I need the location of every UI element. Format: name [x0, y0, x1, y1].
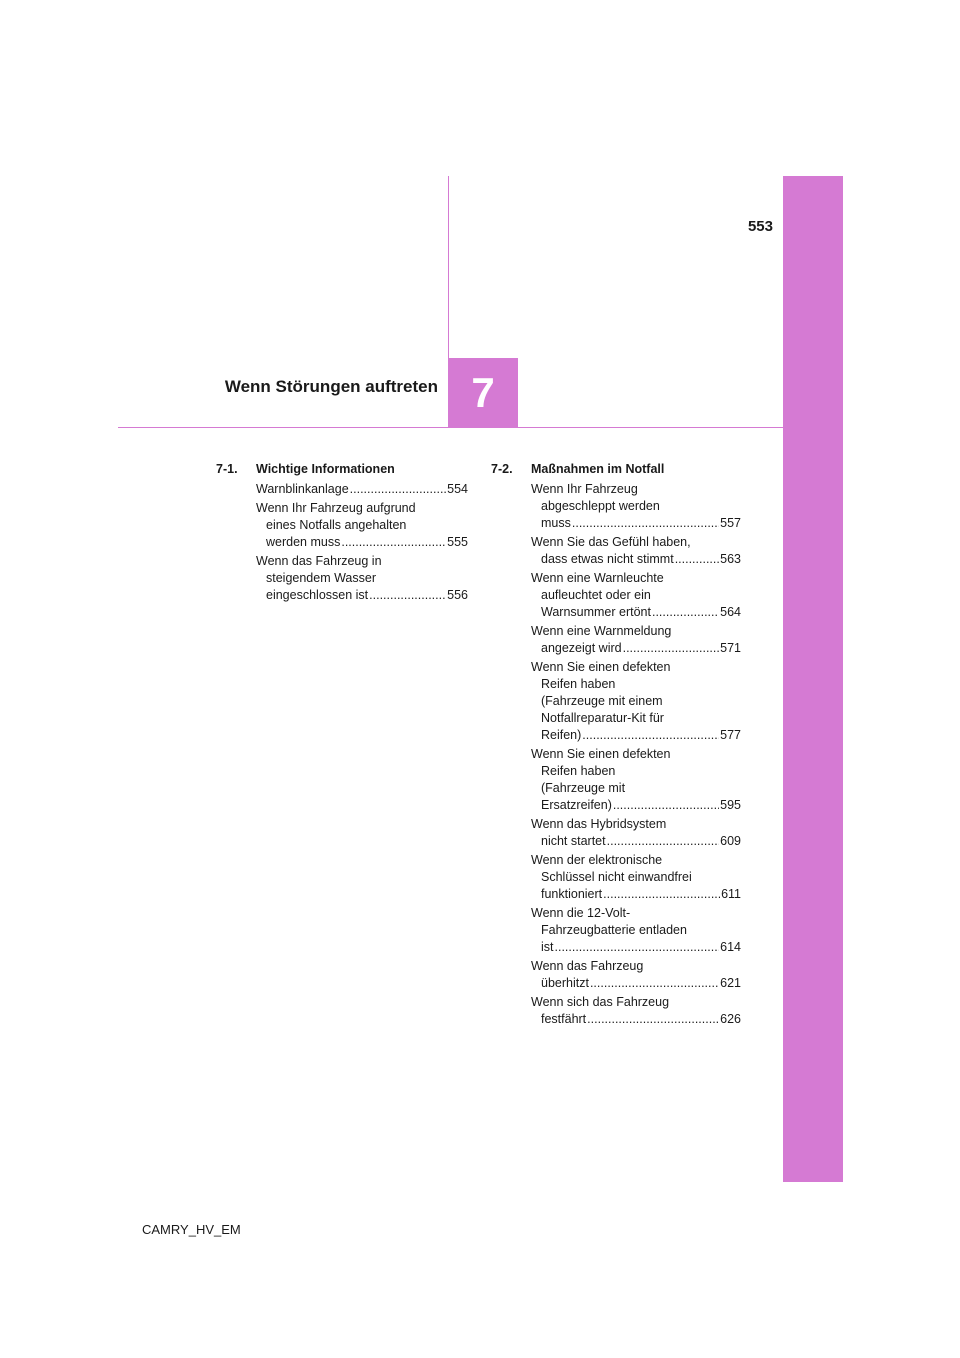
toc-entry-line	[256, 534, 468, 551]
toc-entry-line	[256, 553, 468, 570]
toc-entry-line	[531, 498, 741, 515]
toc-entry-text: Wenn das Fahrzeug in	[256, 554, 382, 568]
toc-entry-line	[531, 640, 741, 657]
section-number: 7-2.	[491, 462, 513, 476]
page-number: 553	[747, 218, 773, 235]
toc-entry-line	[531, 816, 741, 833]
dot-leader	[587, 1011, 719, 1028]
toc-section-7-1	[216, 461, 468, 606]
dot-leader	[607, 833, 720, 850]
toc-entry-text: Wenn Ihr Fahrzeug	[531, 482, 638, 496]
toc-page-number: 609	[720, 834, 741, 848]
vertical-divider	[448, 176, 449, 358]
document-code: CAMRY_HV_EM	[142, 1222, 241, 1237]
toc-section-7-2	[491, 461, 741, 1030]
toc-entry-text: Notfallreparatur-Kit für	[541, 711, 664, 725]
dot-leader	[613, 797, 719, 814]
toc-entry-text: Wenn Sie einen defekten	[531, 660, 671, 674]
toc-entry-text: Schlüssel nicht einwandfrei	[541, 870, 692, 884]
toc-entry-link[interactable]	[491, 746, 741, 814]
toc-entry-link[interactable]	[491, 816, 741, 850]
toc-entry-text: (Fahrzeuge mit einem	[541, 694, 663, 708]
toc-entry-text: Wenn das Fahrzeug	[531, 959, 644, 973]
toc-entry-text: dass etwas nicht stimmt	[541, 552, 674, 566]
toc-entry-line	[531, 797, 741, 814]
toc-entry-link[interactable]	[216, 500, 468, 551]
toc-entry-line	[531, 659, 741, 676]
toc-entry-link[interactable]	[491, 481, 741, 532]
toc-entry-text: ist	[541, 940, 554, 954]
section-heading	[491, 461, 741, 478]
toc-entry-text: Warnblinkanlage	[256, 482, 349, 496]
toc-entry-line	[531, 994, 741, 1011]
toc-entry-line	[531, 604, 741, 621]
toc-page-number: 554	[447, 482, 468, 496]
toc-entry-link[interactable]	[491, 659, 741, 744]
toc-entry-text: Wenn Sie einen defekten	[531, 747, 671, 761]
toc-entry-link[interactable]	[491, 852, 741, 903]
toc-entry-line	[256, 517, 468, 534]
toc-entry-line	[531, 869, 741, 886]
toc-entry-link[interactable]	[491, 994, 741, 1028]
dot-leader	[369, 587, 446, 604]
toc-entry-line	[531, 905, 741, 922]
toc-page-number: 564	[720, 605, 741, 619]
toc-entry-text: eingeschlossen ist	[266, 588, 369, 602]
toc-entry-line	[531, 1011, 741, 1028]
section-heading	[216, 461, 468, 478]
toc-entry-text: muss	[541, 516, 571, 530]
dot-leader	[341, 534, 446, 551]
toc-entry-line	[531, 958, 741, 975]
toc-entry-line	[531, 763, 741, 780]
toc-entry-link[interactable]	[491, 905, 741, 956]
toc-entry-text: nicht startet	[541, 834, 606, 848]
toc-entry-line	[531, 833, 741, 850]
toc-entry-line	[531, 676, 741, 693]
toc-entry-line	[531, 886, 741, 903]
toc-entry-line	[531, 975, 741, 992]
toc-entry-text: Wenn das Hybridsystem	[531, 817, 667, 831]
toc-entry-text: Warnsummer ertönt	[541, 605, 651, 619]
toc-page-number: 595	[720, 798, 741, 812]
toc-entry-text: Reifen)	[541, 728, 582, 742]
toc-page-number: 571	[720, 641, 741, 655]
toc-page-number: 556	[447, 588, 468, 602]
toc-entry-link[interactable]	[491, 534, 741, 568]
toc-entry-text: Wenn Ihr Fahrzeug aufgrund	[256, 501, 416, 515]
toc-page-number: 614	[720, 940, 741, 954]
toc-entry-text: überhitzt	[541, 976, 589, 990]
toc-page-number: 557	[720, 516, 741, 530]
toc-page-number: 577	[720, 728, 741, 742]
toc-entry-text: abgeschleppt werden	[541, 499, 660, 513]
toc-entry-link[interactable]	[491, 623, 741, 657]
section-number: 7-1.	[216, 462, 238, 476]
dot-leader	[350, 481, 446, 498]
chapter-number-badge: 7	[448, 358, 518, 428]
dot-leader	[675, 551, 719, 568]
toc-entry-link[interactable]	[491, 570, 741, 621]
toc-entry-text: eines Notfalls angehalten	[266, 518, 407, 532]
toc-entry-line	[531, 939, 741, 956]
dot-leader	[623, 640, 720, 657]
toc-entry-text: steigendem Wasser	[266, 571, 376, 585]
chapter-side-tab	[783, 176, 843, 1182]
toc-entry-link[interactable]	[216, 481, 468, 498]
toc-entry-text: Wenn eine Warnleuchte	[531, 571, 664, 585]
toc-entry-line	[256, 500, 468, 517]
toc-entry-text: Wenn der elektronische	[531, 853, 663, 867]
toc-entry-text: festfährt	[541, 1012, 587, 1026]
toc-entry-text: Wenn sich das Fahrzeug	[531, 995, 670, 1009]
toc-entry-line	[531, 710, 741, 727]
toc-entry-text: Reifen haben	[541, 677, 616, 691]
toc-entry-line	[531, 852, 741, 869]
dot-leader	[590, 975, 719, 992]
toc-entry-link[interactable]	[216, 553, 468, 604]
toc-entry-line	[531, 727, 741, 744]
toc-entry-line	[531, 693, 741, 710]
toc-entry-line	[531, 551, 741, 568]
toc-entry-text: Wenn eine Warnmeldung	[531, 624, 672, 638]
toc-entry-line	[531, 922, 741, 939]
toc-entry-text: Fahrzeugbatterie entladen	[541, 923, 687, 937]
section-title: Maßnahmen im Notfall	[531, 462, 665, 476]
toc-entry-line	[531, 587, 741, 604]
toc-entry-line	[531, 534, 741, 551]
toc-entry-line	[256, 570, 468, 587]
dot-leader	[582, 727, 719, 744]
toc-entry-text: (Fahrzeuge mit	[541, 781, 626, 795]
toc-entry-line	[256, 481, 468, 498]
toc-entry-line	[531, 515, 741, 532]
dot-leader	[555, 939, 720, 956]
dot-leader	[572, 515, 719, 532]
dot-leader	[603, 886, 720, 903]
toc-entry-text: Reifen haben	[541, 764, 616, 778]
toc-entry-line	[531, 780, 741, 797]
toc-entry-line	[531, 623, 741, 640]
toc-page-number: 555	[447, 535, 468, 549]
toc-entry-line	[531, 570, 741, 587]
toc-page-number: 611	[721, 887, 741, 901]
section-title: Wichtige Informationen	[256, 462, 395, 476]
toc-entry-text: werden muss	[266, 535, 341, 549]
toc-entry-line	[531, 746, 741, 763]
toc-entry-text: Ersatzreifen)	[541, 798, 612, 812]
toc-entry-link[interactable]	[491, 958, 741, 992]
toc-entry-line	[531, 481, 741, 498]
toc-entry-text: angezeigt wird	[541, 641, 622, 655]
toc-page-number: 621	[720, 976, 741, 990]
chapter-title: Wenn Störungen auftreten	[224, 377, 438, 396]
toc-entry-text: funktioniert	[541, 887, 603, 901]
toc-page-number: 626	[720, 1012, 741, 1026]
toc-entry-line	[256, 587, 468, 604]
toc-entry-text: Wenn Sie das Gefühl haben,	[531, 535, 691, 549]
toc-entry-text: aufleuchtet oder ein	[541, 588, 651, 602]
dot-leader	[652, 604, 719, 621]
toc-entry-text: Wenn die 12-Volt-	[531, 906, 631, 920]
toc-page-number: 563	[720, 552, 741, 566]
